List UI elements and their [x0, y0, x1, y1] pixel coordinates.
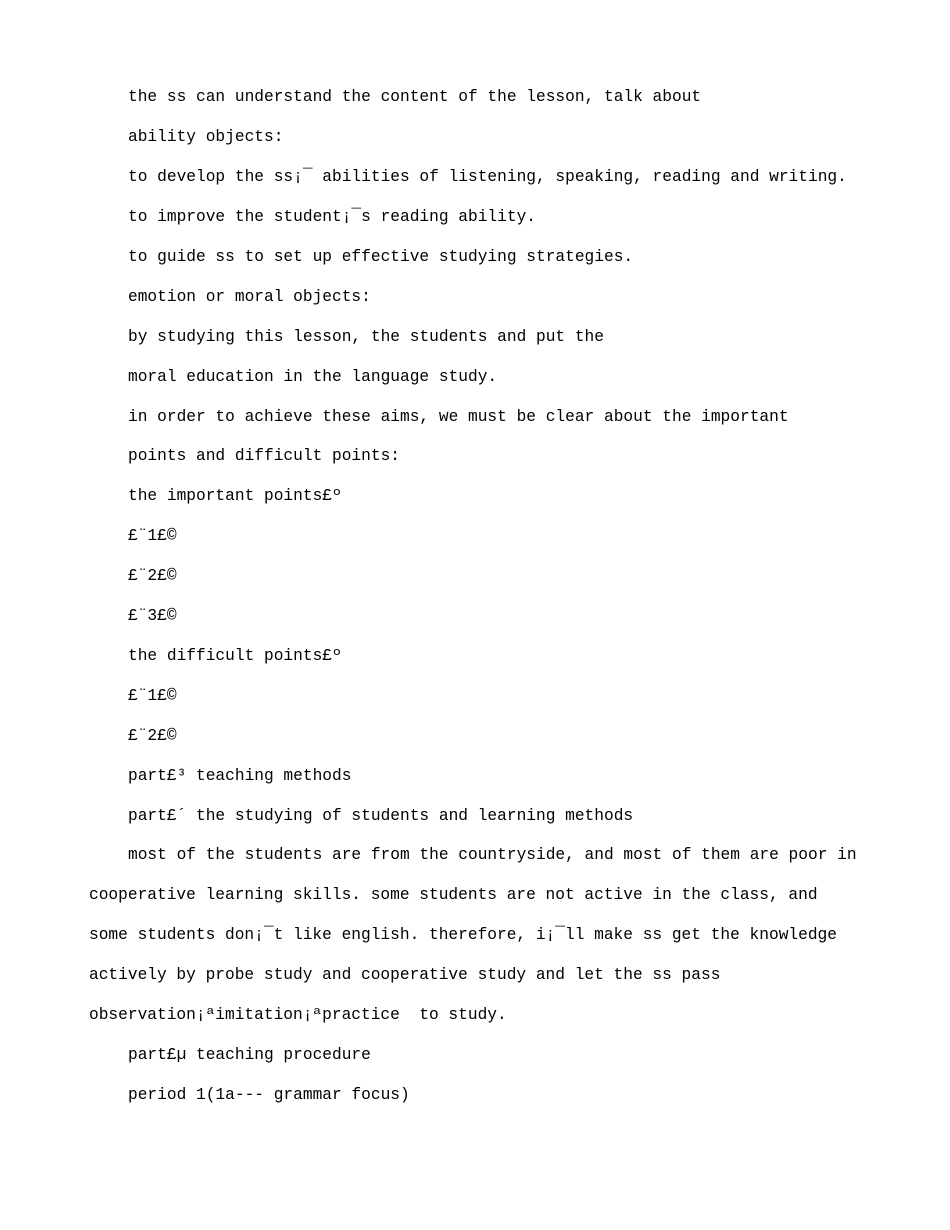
- text-line: to guide ss to set up effective studying strategies.: [128, 248, 634, 266]
- text-line: points and difficult points:: [128, 447, 400, 465]
- text-line: some students don¡¯t like english. therefore, i¡¯ll make ss get the knowledge: [89, 926, 837, 944]
- text-line: to improve the student¡¯s reading ability.: [128, 208, 536, 226]
- text-line: part£µ teaching procedure: [128, 1046, 371, 1064]
- text-line: most of the students are from the countryside, and most of them are poor in: [128, 846, 857, 864]
- text-line: £¨1£©: [128, 527, 177, 545]
- text-line: to develop the ss¡¯ abilities of listening, speaking, reading and writing.: [128, 168, 847, 186]
- text-line: the difficult points£º: [128, 647, 342, 665]
- text-line: in order to achieve these aims, we must be clear about the important: [128, 408, 789, 426]
- text-line: emotion or moral objects:: [128, 288, 371, 306]
- text-line: period 1(1a--- grammar focus): [128, 1086, 410, 1104]
- text-line: ability objects:: [128, 128, 284, 146]
- text-line: part£´ the studying of students and learning methods: [128, 807, 634, 825]
- text-line: moral education in the language study.: [128, 368, 498, 386]
- text-line: actively by probe study and cooperative study and let the ss pass: [89, 966, 721, 984]
- text-line: cooperative learning skills. some students are not active in the class, and: [89, 886, 818, 904]
- text-line: by studying this lesson, the students and put the: [128, 328, 604, 346]
- text-line: the important points£º: [128, 487, 342, 505]
- text-line: part£³ teaching methods: [128, 767, 352, 785]
- text-line: £¨3£©: [128, 607, 177, 625]
- text-line: £¨1£©: [128, 687, 177, 705]
- text-line: observation¡ªimitation¡ªpractice to study.: [89, 1006, 507, 1024]
- text-line: £¨2£©: [128, 727, 177, 745]
- text-line: £¨2£©: [128, 567, 177, 585]
- text-line: the ss can understand the content of the lesson, talk about: [128, 88, 702, 106]
